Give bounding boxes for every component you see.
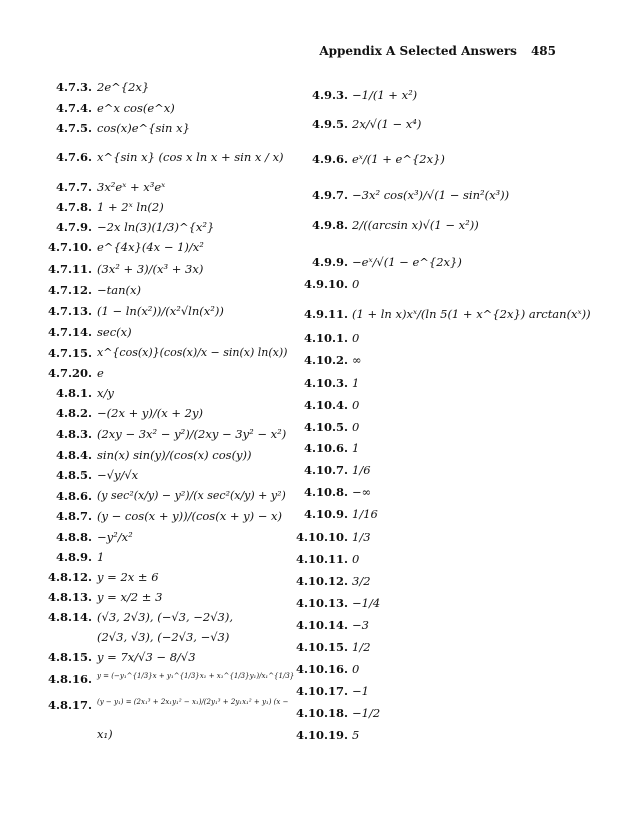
answer-expression: 0 bbox=[352, 552, 360, 566]
exercise-number: 4.7.7. bbox=[55, 180, 92, 194]
exercise-number: 4.7.20. bbox=[47, 366, 92, 380]
answer-expression: −3x² cos(x³)/√(1 − sin²(x³)) bbox=[352, 188, 510, 202]
answer-expression: e^x cos(e^x) bbox=[97, 101, 175, 115]
answer-expression: 1/3 bbox=[352, 530, 371, 544]
exercise-number: 4.10.7. bbox=[303, 463, 348, 477]
exercise-number: 4.9.10. bbox=[303, 277, 348, 291]
exercise-number: 4.10.12. bbox=[295, 574, 348, 588]
exercise-number: 4.10.15. bbox=[295, 640, 348, 654]
answer-expression: 1 bbox=[352, 376, 360, 390]
exercise-number: 4.9.9. bbox=[311, 255, 348, 269]
answer-expression: e bbox=[97, 366, 104, 380]
answer-expression: 1/2 bbox=[352, 640, 371, 654]
exercise-number: 4.10.19. bbox=[295, 728, 348, 742]
answer-expression: 2e^{2x} bbox=[97, 80, 150, 94]
answer-expression: −1/(1 + x²) bbox=[352, 88, 418, 102]
exercise-number: 4.9.5. bbox=[311, 117, 348, 131]
answer-expression: −(2x + y)/(x + 2y) bbox=[97, 406, 203, 420]
exercise-number: 4.7.4. bbox=[55, 101, 92, 115]
exercise-number: 4.10.10. bbox=[295, 530, 348, 544]
page-number: 485 bbox=[530, 44, 556, 58]
answer-expression: (3x² + 3)/(x³ + 3x) bbox=[97, 262, 204, 276]
answer-expression: y = 7x/√3 − 8/√3 bbox=[97, 650, 196, 664]
answer-expression: cos(x)e^{sin x} bbox=[97, 121, 190, 135]
page-header bbox=[319, 44, 556, 58]
answer-expression: y = x/2 ± 3 bbox=[97, 590, 163, 604]
exercise-number: 4.8.17. bbox=[47, 698, 92, 712]
exercise-number: 4.9.8. bbox=[311, 218, 348, 232]
answer-expression: x^{cos(x)}(cos(x)/x − sin(x) ln(x)) bbox=[97, 346, 288, 359]
exercise-number: 4.7.14. bbox=[47, 325, 92, 339]
answer-expression: x/y bbox=[97, 386, 114, 400]
exercise-number: 4.7.3. bbox=[55, 80, 92, 94]
answer-expression: 0 bbox=[352, 277, 360, 291]
exercise-number: 4.7.15. bbox=[47, 346, 92, 360]
exercise-number: 4.8.1. bbox=[55, 386, 92, 400]
answer-expression: −1 bbox=[352, 684, 369, 698]
exercise-number: 4.9.3. bbox=[311, 88, 348, 102]
exercise-number: 4.10.4. bbox=[303, 398, 348, 412]
exercise-number: 4.10.16. bbox=[295, 662, 348, 676]
exercise-number: 4.10.6. bbox=[303, 441, 348, 455]
exercise-number: 4.10.18. bbox=[295, 706, 348, 720]
answer-expression: 1 + 2ˣ ln(2) bbox=[97, 200, 164, 214]
exercise-number: 4.8.15. bbox=[47, 650, 92, 664]
exercise-number: 4.7.10. bbox=[47, 240, 92, 254]
answer-expression: 0 bbox=[352, 420, 360, 434]
answer-expression: −tan(x) bbox=[97, 283, 141, 297]
answer-expression: (y sec²(x/y) − y²)/(x sec²(x/y) + y²) bbox=[97, 489, 286, 502]
header-title: Appendix A Selected Answers bbox=[319, 44, 517, 58]
exercise-number: 4.10.11. bbox=[295, 552, 348, 566]
answer-expression: −2x ln(3)(1/3)^{x²} bbox=[97, 220, 215, 234]
answer-expression: (y − y₁) = (2x₁³ + 2x₁y₁² − x₁)/(2y₁³ + 2y₁x₁² + y₁) (x − bbox=[97, 698, 289, 706]
answer-expression: −3 bbox=[352, 618, 369, 632]
answer-expression: −eˣ/√(1 − e^{2x}) bbox=[352, 255, 462, 269]
exercise-number: 4.8.3. bbox=[55, 427, 92, 441]
answer-expression: x₁) bbox=[97, 727, 113, 741]
answer-expression: −∞ bbox=[352, 485, 372, 499]
answer-expression: y = (−y₁^{1/3}x + y₁^{1/3}x₁ + x₁^{1/3}y₁)/x₁^{1/3} bbox=[97, 672, 295, 680]
answer-expression: 0 bbox=[352, 331, 360, 345]
exercise-number: 4.10.14. bbox=[295, 618, 348, 632]
answer-expression: (2√3, √3), (−2√3, −√3) bbox=[97, 630, 230, 644]
answer-expression: (1 − ln(x²))/(x²√ln(x²)) bbox=[97, 304, 224, 318]
answer-expression: (√3, 2√3), (−√3, −2√3), bbox=[97, 610, 234, 624]
exercise-number: 4.7.13. bbox=[47, 304, 92, 318]
exercise-number: 4.8.13. bbox=[47, 590, 92, 604]
exercise-number: 4.10.2. bbox=[303, 353, 348, 367]
answer-expression: 3x²eˣ + x³eˣ bbox=[97, 180, 166, 194]
answer-expression: sec(x) bbox=[97, 325, 132, 339]
exercise-number: 4.7.5. bbox=[55, 121, 92, 135]
answer-expression: 2/((arcsin x)√(1 − x²)) bbox=[352, 218, 479, 232]
answer-expression: x^{sin x} (cos x ln x + sin x / x) bbox=[97, 150, 284, 164]
exercise-number: 4.8.16. bbox=[47, 672, 92, 686]
answer-expression: (2xy − 3x² − y²)/(2xy − 3y² − x²) bbox=[97, 427, 287, 441]
exercise-number: 4.10.3. bbox=[303, 376, 348, 390]
exercise-number: 4.8.9. bbox=[55, 550, 92, 564]
exercise-number: 4.7.9. bbox=[55, 220, 92, 234]
answer-expression: 5 bbox=[352, 728, 360, 742]
answer-expression: y = 2x ± 6 bbox=[97, 570, 159, 584]
answer-expression: 0 bbox=[352, 662, 360, 676]
exercise-number: 4.10.17. bbox=[295, 684, 348, 698]
exercise-number: 4.10.13. bbox=[295, 596, 348, 610]
answer-expression: −1/4 bbox=[352, 596, 381, 610]
answer-expression: 1/6 bbox=[352, 463, 371, 477]
exercise-number: 4.9.7. bbox=[311, 188, 348, 202]
exercise-number: 4.10.8. bbox=[303, 485, 348, 499]
answer-expression: 3/2 bbox=[352, 574, 371, 588]
exercise-number: 4.7.12. bbox=[47, 283, 92, 297]
answer-expression: sin(x) sin(y)/(cos(x) cos(y)) bbox=[97, 448, 252, 462]
exercise-number: 4.8.14. bbox=[47, 610, 92, 624]
exercise-number: 4.10.9. bbox=[303, 507, 348, 521]
exercise-number: 4.7.8. bbox=[55, 200, 92, 214]
exercise-number: 4.8.4. bbox=[55, 448, 92, 462]
exercise-number: 4.10.1. bbox=[303, 331, 348, 345]
answer-expression: e^{4x}(4x − 1)/x² bbox=[97, 240, 204, 254]
answer-expression: 1 bbox=[97, 550, 105, 564]
answer-expression: 1/16 bbox=[352, 507, 378, 521]
answer-expression: 1 bbox=[352, 441, 360, 455]
exercise-number: 4.8.5. bbox=[55, 468, 92, 482]
exercise-number: 4.9.11. bbox=[303, 307, 348, 321]
answer-expression: (y − cos(x + y))/(cos(x + y) − x) bbox=[97, 509, 283, 523]
exercise-number: 4.8.2. bbox=[55, 406, 92, 420]
answer-expression: −y²/x² bbox=[97, 530, 133, 544]
exercise-number: 4.7.11. bbox=[47, 262, 92, 276]
answer-expression: −1/2 bbox=[352, 706, 381, 720]
exercise-number: 4.7.6. bbox=[55, 150, 92, 164]
answer-expression: −√y/√x bbox=[97, 468, 139, 482]
answer-expression: 2x/√(1 − x⁴) bbox=[352, 117, 422, 131]
exercise-number: 4.8.12. bbox=[47, 570, 92, 584]
exercise-number: 4.8.6. bbox=[55, 489, 92, 503]
answer-expression: (1 + ln x)xˣ/(ln 5(1 + x^{2x}) arctan(xˣ)) bbox=[352, 307, 591, 321]
answer-expression: eˣ/(1 + e^{2x}) bbox=[352, 152, 445, 166]
answer-expression: ∞ bbox=[352, 353, 362, 367]
answer-expression: 0 bbox=[352, 398, 360, 412]
exercise-number: 4.10.5. bbox=[303, 420, 348, 434]
exercise-number: 4.9.6. bbox=[311, 152, 348, 166]
exercise-number: 4.8.7. bbox=[55, 509, 92, 523]
exercise-number: 4.8.8. bbox=[55, 530, 92, 544]
